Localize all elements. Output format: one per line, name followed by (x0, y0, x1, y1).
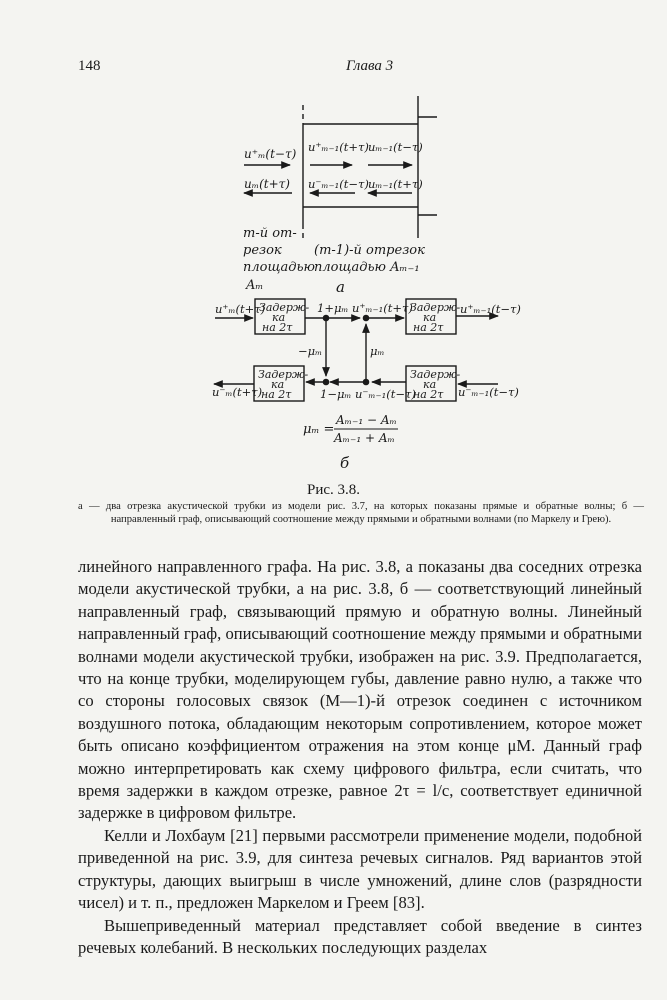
gain-top-label: 1+μₘ (317, 301, 349, 315)
node-bottom-left (323, 379, 328, 384)
node-bottom-right (363, 379, 368, 384)
running-head: Глава 3 (346, 58, 394, 74)
delay-br-line3: на 2τ (413, 388, 444, 401)
gain-left-label: −μₘ (298, 344, 323, 358)
wave-fwd-in-label: u⁺ₘ(t−τ) (244, 147, 297, 161)
formula-lhs: μₘ = (303, 422, 335, 437)
formula-denominator: Aₘ₋₁ + Aₘ (334, 431, 395, 445)
segment-m-label-4: Aₘ (246, 278, 264, 293)
delay-bl-line3: на 2τ (261, 388, 292, 401)
delay-tr-line1: Задерж- (410, 301, 461, 314)
panel-a-labels (243, 140, 425, 296)
wave-fwd-right-label: uₘ₋₁(t−τ) (368, 140, 423, 154)
gain-bottom-label: 1−μₘ (320, 387, 352, 401)
segment-m-label-2: резок (243, 243, 282, 258)
wave-bwd-out-label: uₘ(t+τ) (244, 177, 290, 191)
wave-fwd-mid-label: u⁺ₘ₋₁(t+τ) (308, 140, 369, 154)
body-text (78, 556, 642, 959)
panel-a-diagram (244, 96, 437, 238)
delay-tl-line3: на 2τ (262, 321, 293, 334)
delay-tl-line1: Задерж- (259, 301, 310, 314)
delay-bl-line1: Задерж- (258, 368, 309, 381)
input-top-left-label: u⁺ₘ(t+τ) (215, 302, 266, 316)
figure-legend: а — два отрезка акустической трубки из модели рис. 3.7, на которых показаны прямые и обратные волны; б — направленный граф, описывающий соотношение между прямыми и обратными волнами (по Маркелу и Грею). (78, 501, 644, 525)
paragraph: линейного направленного графа. На рис. 3.8, а показаны два соседних отрезка модели акустической трубки, а на рис. 3.8, б — соответствующий линейный направленный граф, связывающий прямую и обратную волны. Линейный направленный граф, описывающий соотношение между прямыми и обратными волнами модели акустической трубки, изображен на рис. 3.9. Предполагается, что на конце трубки, моделирующем губы, давление равно нулю, а также что со стороны голосовых связок (M—1)-й отрезок соединен с источником воздушного потока, обладающим некоторым сопротивлением, которое может быть описано коэффициентом отражения на этом конце μM. Данный граф можно интерпретировать как схему цифрового фильтра, если считать, что время задержки в каждом отрезке, равное 2τ = l/c, соответствует единичной задержке в цифровом фильтре. (78, 557, 642, 823)
delay-br-line2: ка (423, 378, 437, 391)
output-top-right-label: u⁺ₘ₋₁(t−τ) (460, 302, 521, 316)
figure-3-8 (0, 0, 667, 480)
delay-br-line1: Задерж- (410, 368, 461, 381)
output-bottom-left-label: u⁻ₘ(t+τ) (212, 385, 263, 399)
formula-numerator: Aₘ₋₁ − Aₘ (336, 413, 397, 427)
panel-b-diagram (214, 299, 498, 429)
delay-tl-line2: ка (272, 311, 286, 324)
input-bottom-right-label: u⁻ₘ₋₁(t−τ) (458, 385, 519, 399)
panel-a-letter: а (336, 278, 345, 296)
paragraph: Келли и Лохбаум [21] первыми рассмотрели применение модели, подобной приведенной на рис. 3.9, для синтеза речевых сигналов. Ряд вариантов этой структуры, дающих выигрыш в числе умножений, длине слов (разрядности чисел) и т. п., предложен Маркелом и Греем [83]. (78, 825, 642, 913)
delay-tr-line2: ка (423, 311, 437, 324)
paragraph: Вышеприведенный материал представляет собой введение в синтез речевых колебаний. В нескольких последующих разделах (78, 915, 642, 957)
node-bottom-label: u⁻ₘ₋₁(t−τ) (355, 387, 416, 401)
segment-m1-label-2: площадью Aₘ₋₁ (314, 260, 420, 275)
delay-tr-line3: на 2τ (413, 321, 444, 334)
segment-m1-label-1: (m-1)-й отрезок (314, 243, 425, 258)
delay-bl-line2: ка (271, 378, 285, 391)
node-top-left (323, 315, 328, 320)
segment-m-label-1: m-й от- (243, 226, 297, 241)
panel-b-letter: б (340, 454, 350, 472)
node-top-right (363, 315, 368, 320)
page-number: 148 (78, 58, 101, 74)
node-top-label: u⁺ₘ₋₁(t+τ) (352, 301, 413, 315)
gain-right-label: μₘ (370, 344, 385, 358)
segment-m-label-3: площадью (243, 260, 316, 275)
wave-bwd-right-label: uₘ₋₁(t+τ) (368, 177, 423, 191)
wave-bwd-mid-label: u⁻ₘ₋₁(t−τ) (308, 177, 369, 191)
figure-caption: Рис. 3.8. (306, 482, 361, 498)
